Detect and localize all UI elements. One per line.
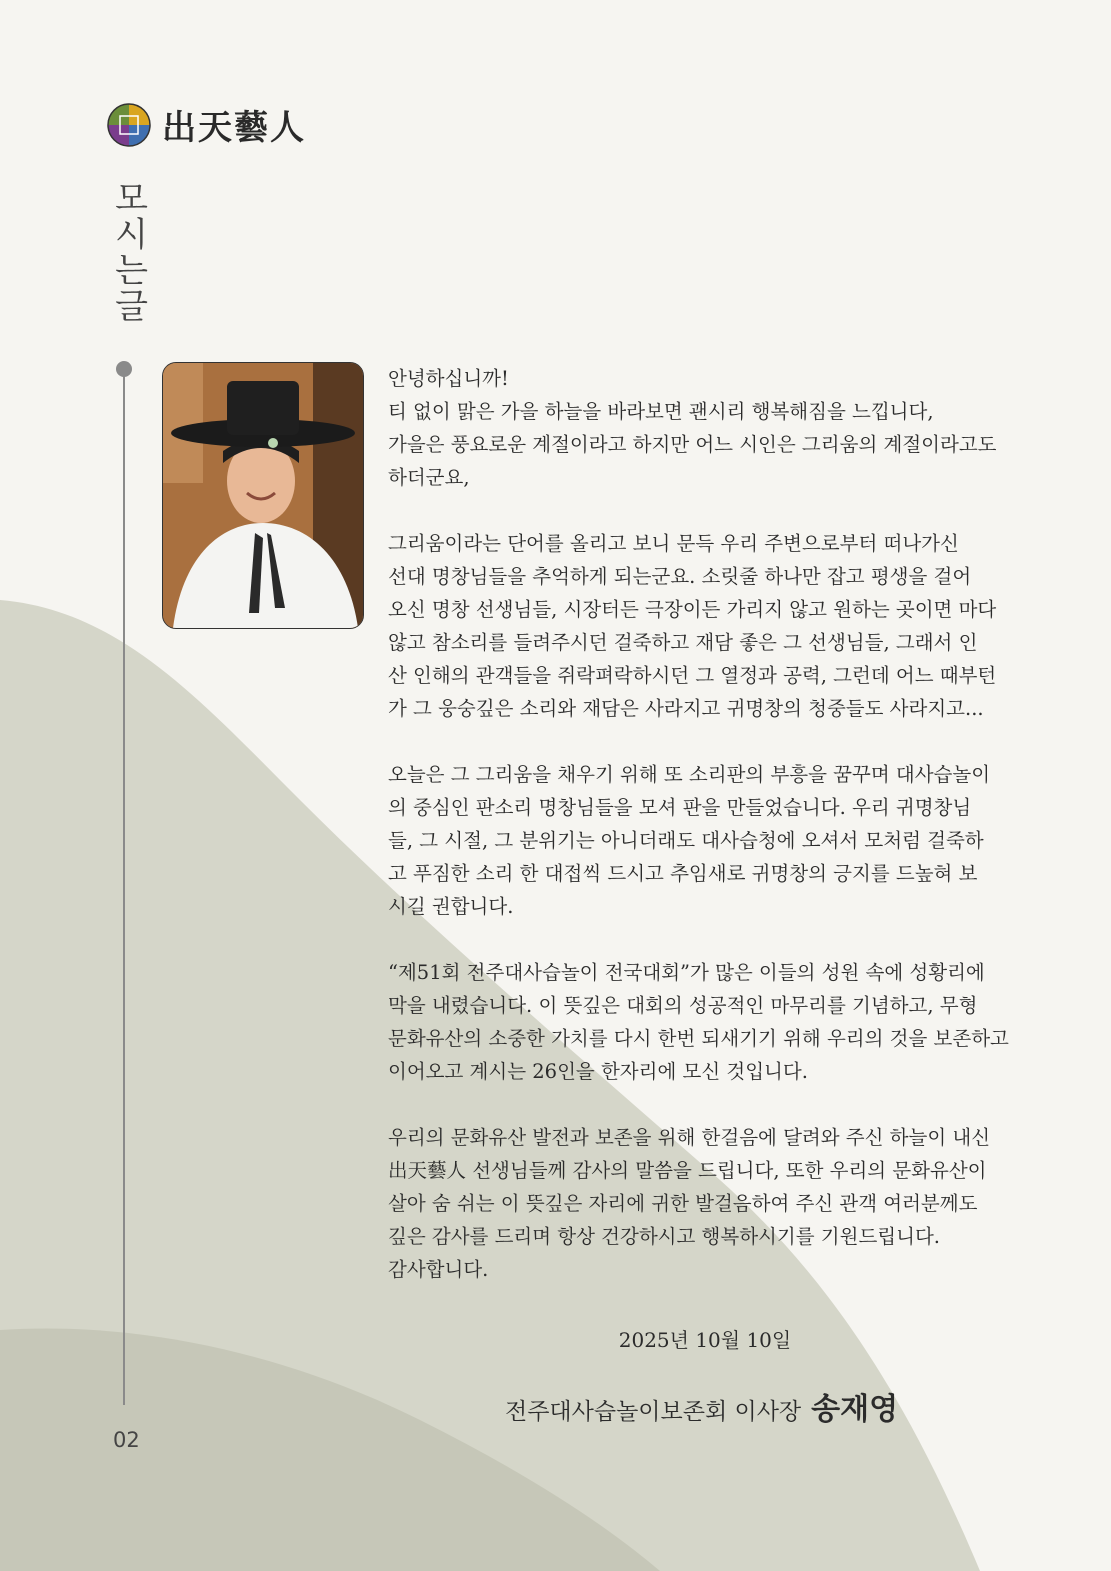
letter-line: 선대 명창님들을 추억하게 되는군요. 소릿줄 하나만 잡고 평생을 걸어 xyxy=(388,565,972,588)
letter-line: 가을은 풍요로운 계절이라고 하지만 어느 시인은 그리움의 계절이라고도 xyxy=(388,433,997,456)
letter-line: 티 없이 맑은 가을 하늘을 바라보면 괜시리 행복해짐을 느낍니다, xyxy=(388,400,934,423)
letter-line: 깊은 감사를 드리며 항상 건강하시고 행복하시기를 기원드립니다. xyxy=(388,1225,940,1248)
letter-line: 고 푸짐한 소리 한 대접씩 드시고 추임새로 귀명창의 긍지를 드높혀 보 xyxy=(388,862,978,885)
letter-line: 이어오고 계시는 26인을 한자리에 모신 것입니다. xyxy=(388,1060,808,1083)
logo-text: 出天藝人 xyxy=(162,108,306,148)
letter-line: 않고 참소리를 들려주시던 걸죽하고 재담 좋은 그 선생님들, 그래서 인 xyxy=(388,631,978,654)
letter-line: 안녕하십니까! xyxy=(388,367,509,390)
letter-line: 의 중심인 판소리 명창님들을 모셔 판을 만들었습니다. 우리 귀명창님 xyxy=(388,796,972,819)
letter-line: 문화유산의 소중한 가치를 다시 한번 되새기기 위해 우리의 것을 보존하고 xyxy=(388,1027,1009,1050)
letter-line: 들, 그 시절, 그 분위기는 아니더래도 대사습청에 오셔서 모처럼 걸죽하 xyxy=(388,829,984,852)
letter-paragraph xyxy=(388,758,1022,923)
letter-line: 오신 명창 선생님들, 시장터든 극장이든 가리지 않고 원하는 곳이면 마다 xyxy=(388,598,997,621)
letter-line: 出天藝人 선생님들께 감사의 말씀을 드립니다, 또한 우리의 문화유산이 xyxy=(388,1159,987,1182)
letter-line: 우리의 문화유산 발전과 보존을 위해 한걸음에 달려와 주신 하늘이 내신 xyxy=(388,1126,991,1149)
letter-line: 시길 권합니다. xyxy=(388,895,514,918)
timeline-line xyxy=(123,368,125,1405)
signature-name: 송재영 xyxy=(811,1392,899,1427)
letter-line: 그리움이라는 단어를 올리고 보니 문득 우리 주변으로부터 떠나가신 xyxy=(388,532,959,555)
signature-org: 전주대사습놀이보존회 이사장 xyxy=(505,1399,802,1425)
page-number: 02 xyxy=(113,1428,140,1452)
letter-line: 감사합니다. xyxy=(388,1258,489,1281)
letter-line: 하더군요, xyxy=(388,466,470,489)
logo xyxy=(106,100,306,149)
letter-paragraph xyxy=(388,527,1022,725)
letter-line: 살아 숨 쉬는 이 뜻깊은 자리에 귀한 발걸음하여 주신 관객 여러분께도 xyxy=(388,1192,978,1215)
letter-line: “제51회 전주대사습놀이 전국대회”가 많은 이들의 성원 속에 성황리에 xyxy=(388,961,985,984)
letter-line: 산 인해의 관객들을 쥐락펴락하시던 그 열정과 공력, 그런데 어느 때부턴 xyxy=(388,664,997,687)
section-title: 모시는글 xyxy=(108,180,148,324)
logo-emblem-icon xyxy=(106,102,152,148)
letter-line: 막을 내렸습니다. 이 뜻깊은 대회의 성공적인 마무리를 기념하고, 무형 xyxy=(388,994,978,1017)
letter-paragraph xyxy=(388,956,1022,1088)
signature xyxy=(505,1384,898,1428)
letter-line: 오늘은 그 그리움을 채우기 위해 또 소리판의 부흥을 꿈꾸며 대사습놀이 xyxy=(388,763,991,786)
letter-line: 가 그 웅숭깊은 소리와 재담은 사라지고 귀명창의 청중들도 사라지고... xyxy=(388,697,984,720)
letter-paragraph xyxy=(388,1121,1022,1286)
letter-paragraph xyxy=(388,362,1022,494)
letter-date: 2025년 10월 10일 xyxy=(618,1328,792,1352)
portrait-photo xyxy=(162,362,364,629)
letter-body xyxy=(388,362,1022,1286)
timeline-dot xyxy=(116,361,132,377)
